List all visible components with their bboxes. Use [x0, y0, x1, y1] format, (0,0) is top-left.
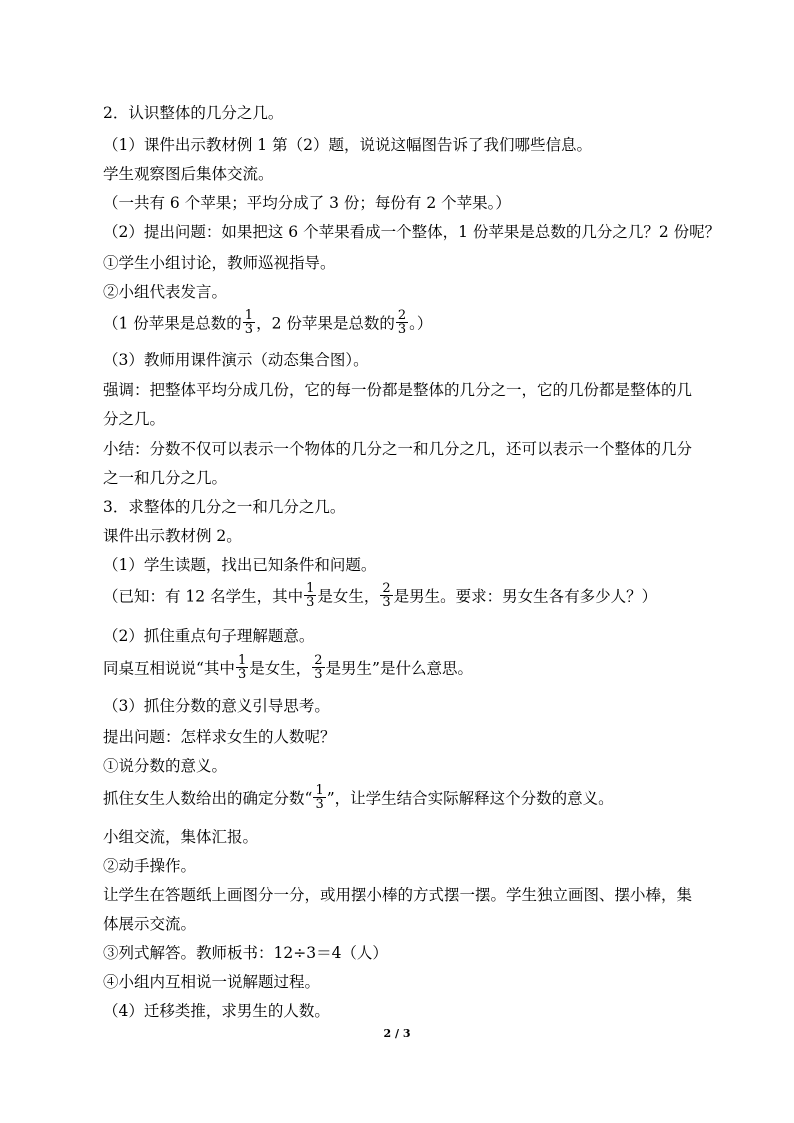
paragraph: ①学生小组讨论，教师巡视指导。: [103, 254, 336, 272]
paragraph: （3）教师用课件演示（动态集合图）。: [103, 351, 369, 369]
fraction-two-thirds: $\frac{2}{3}$: [314, 653, 323, 682]
paragraph: （2）提出问题：如果把这 6 个苹果看成一个整体，1 份苹果是总数的几分之几？2 份呢？: [103, 223, 721, 241]
paragraph: （1）课件出示教材例 1 第（2）题，说说这幅图告诉了我们哪些信息。: [103, 136, 592, 154]
paragraph: 让学生在答题纸上画图分一分，或用摆小棒的方式摆一摆。学生独立画图、摆小棒，集: [103, 886, 693, 904]
paragraph: 分之几。: [103, 410, 166, 428]
paragraph: （一共有 6 个苹果；平均分成了 3 份；每份有 2 个苹果。）: [103, 194, 511, 212]
paragraph: 学生观察图后集体交流。: [103, 165, 274, 183]
paragraph: （3）抓住分数的意义引导思考。: [103, 697, 330, 715]
paragraph: 强调：把整体平均分成几份，它的每一份都是整体的几分之一，它的几份都是整体的几: [103, 381, 693, 399]
fraction-one-third: $\frac{1}{3}$: [306, 581, 315, 610]
paragraph: ③列式解答。教师板书：12÷3＝4（人）: [103, 944, 388, 962]
fraction-two-thirds: $\frac{2}{3}$: [397, 308, 407, 337]
paragraph-with-fractions: 同桌互相说说“其中 $\frac{1}{3}$ 是女生， $\frac{2}{3}$ 是男生”是什么意思。: [103, 653, 473, 682]
paragraph: ①说分数的意义。: [103, 757, 228, 775]
page-number: 2 / 3: [383, 1027, 411, 1040]
paragraph: 课件出示教材例 2。: [103, 527, 242, 545]
paragraph: 之一和几分之几。: [103, 469, 228, 487]
paragraph: ②小组代表发言。: [103, 283, 228, 301]
paragraph: （2）抓住重点句子理解题意。: [103, 627, 315, 645]
paragraph: ④小组内互相说一说解题过程。: [103, 973, 321, 991]
section-heading-3: 3．求整体的几分之一和几分之几。: [103, 498, 346, 516]
paragraph: 小结：分数不仅可以表示一个物体的几分之一和几分之几，还可以表示一个整体的几分: [103, 440, 693, 458]
paragraph-with-fractions: 抓住女生人数给出的确定分数“ $\frac{1}{3}$ ”，让学生结合实际解释这个分数的意义。: [103, 783, 614, 812]
fraction-one-third: $\frac{1}{3}$: [315, 783, 324, 812]
paragraph: （4）迁移类推，求男生的人数。: [103, 1002, 330, 1020]
paragraph-with-fractions: （1 份苹果是总数的 $\frac{1}{3}$ ，2 份苹果是总数的 $\frac{2}{3}$ 。）: [103, 308, 433, 337]
fraction-one-third: $\frac{1}{3}$: [237, 653, 247, 682]
paragraph: ②动手操作。: [103, 857, 197, 875]
section-heading-2: 2．认识整体的几分之几。: [103, 104, 284, 122]
paragraph-with-fractions: （已知：有 12 名学生，其中 $\frac{1}{3}$ 是女生， $\frac{2}{3}$ 是男生。要求：男女生各有多少人？）: [103, 581, 658, 610]
paragraph: 体展示交流。: [103, 915, 197, 933]
fraction-two-thirds: $\frac{2}{3}$: [382, 581, 391, 610]
paragraph: 提出问题：怎样求女生的人数呢？: [103, 728, 336, 746]
paragraph: 小组交流，集体汇报。: [103, 828, 259, 846]
fraction-one-third: $\frac{1}{3}$: [244, 308, 254, 337]
paragraph: （1）学生读题，找出已知条件和问题。: [103, 556, 377, 574]
